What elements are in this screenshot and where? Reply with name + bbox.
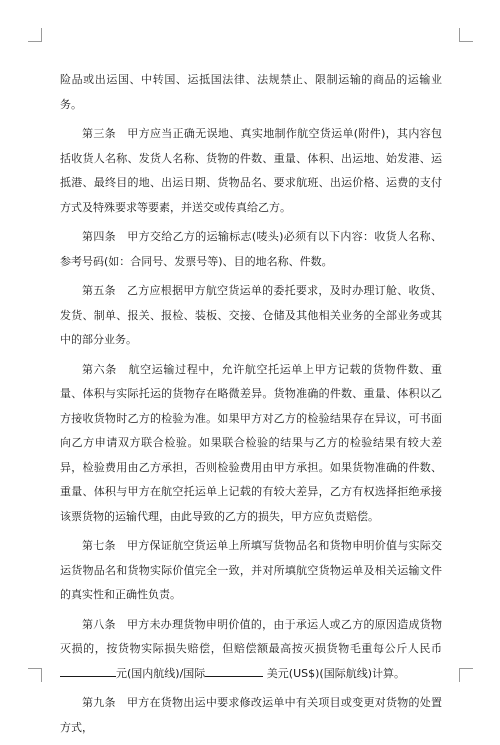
article-6: 第六条 航空运输过程中，允许航空托运单上甲方记载的货物件数、重量、体积与实际托运的货物存在略微差异。货物准确的件数、重量、体积以乙方接收货物时乙方的检验为准。如果甲方对乙方的检验结果存在异议，可书面向乙方申请双方联合检验。如果联合检验的结果与乙方的检验结果有较大差异，检验费用由乙方承担，否则检验费用由甲方承担。如果货物准确的件数、重量、体积与甲方在航空托运单上记载的有较大差异，乙方有权选择拒绝承接该票货物的运输代理，由此导致的乙方的损失，甲方应负责赔偿。 [60, 362, 442, 523]
article-8-text-3: 美元(US$)(国际航线)计算。 [263, 666, 405, 680]
article-4: 第四条 甲方交给乙方的运输标志(唛头)必须有以下内容：收货人名称、参考号码(如：合同号、发票号等)、目的地名称、件数。 [60, 230, 442, 268]
article-3: 第三条 甲方应当正确无误地、真实地制作航空货运单(附件)，其内容包括收货人名称、发货人名称、货物的件数、重量、体积、出运地、始发港、运抵港、最终目的地、出运日期、货物品名、要求航班、出运价格、运费的支付方式及特殊要求等要素，并送交或传真给乙方。 [60, 127, 442, 214]
crop-mark-bottom-left [28, 668, 42, 682]
article-5: 第五条 乙方应根据甲方航空货运单的委托要求，及时办理订舱、收货、发货、制单、报关、报检、装板、交接、仓储及其他相关业务的全部业务或其中的部分业务。 [60, 284, 442, 346]
document-body [60, 68, 442, 745]
paragraph-continuation: 险品或出运国、中转国、运抵国法律、法规禁止、限制运输的商品的运输业务。 [60, 73, 442, 111]
crop-mark-top-right [459, 28, 473, 42]
crop-mark-bottom-right [459, 668, 473, 682]
blank-rmb-amount[interactable] [60, 664, 116, 677]
crop-mark-top-left [28, 28, 42, 42]
article-8-text-1: 第八条 甲方未办理货物申明价值的，由于承运人或乙方的原因造成货物灭损的，按货物实际损失赔偿，但赔偿额最高按灭损货物毛重每公斤人民币 [60, 617, 442, 655]
article-8 [60, 613, 442, 687]
article-8-text-2: 元(国内航线)/国际 [116, 666, 206, 680]
article-9: 第九条 甲方在货物出运中要求修改运单中有关项目或变更对货物的处置方式， [60, 696, 442, 734]
article-7: 第七条 甲方保证航空货运单上所填写货物品名和货物申明价值与实际交运货物品名和货物实际价值完全一致，并对所填航空货物运单及相关运输文件的真实性和正确性负责。 [60, 539, 442, 601]
blank-usd-amount[interactable] [205, 664, 263, 677]
